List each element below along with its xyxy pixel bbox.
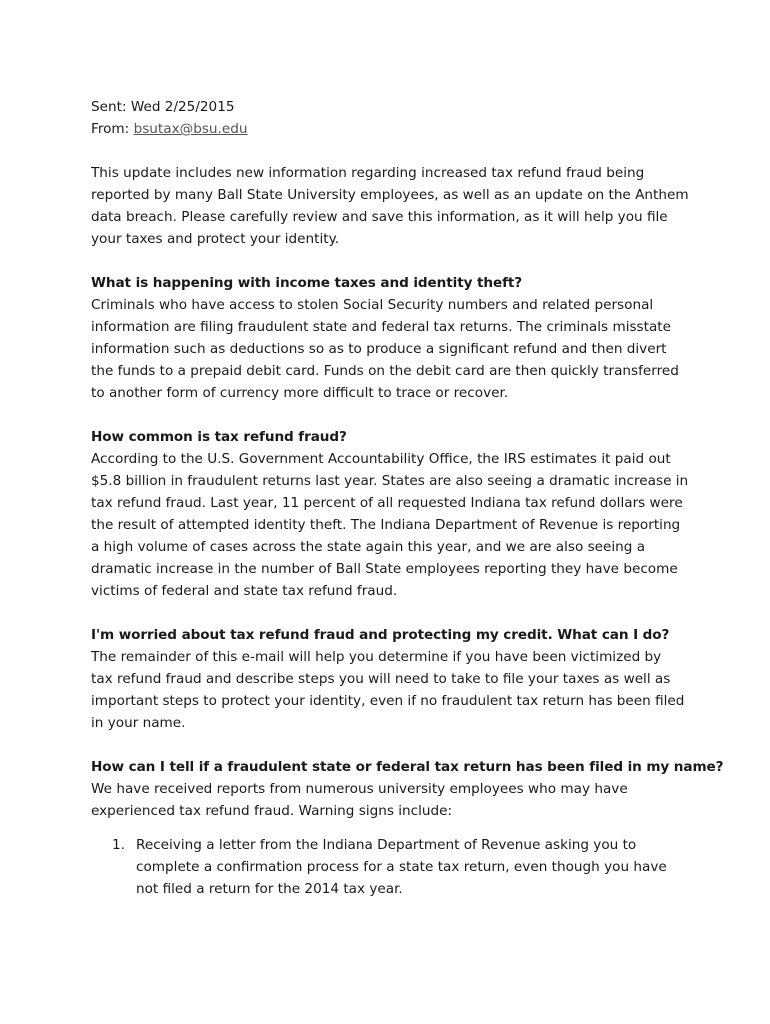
from-label: From: (91, 121, 134, 137)
spacer (91, 602, 691, 624)
section-line: $5.8 billion in fraudulent returns last year. States are also seeing a dramatic increase in (91, 473, 689, 489)
section-line: According to the U.S. Government Accountability Office, the IRS estimates it paid out (91, 451, 671, 467)
section-what-can-i-do (91, 624, 691, 734)
section-how-to-tell (91, 756, 724, 822)
section-line: information are filing fraudulent state and federal tax returns. The criminals misstate (91, 319, 671, 335)
intro-line: data breach. Please carefully review and save this information, as it will help you file (91, 209, 668, 225)
section-line: in your name. (91, 715, 186, 731)
section-how-common (91, 426, 691, 602)
section-line: We have received reports from numerous university employees who may have (91, 781, 628, 797)
sent-label: Sent: (91, 99, 131, 115)
section-line: victims of federal and state tax refund fraud. (91, 583, 398, 599)
section-line: Criminals who have access to stolen Social Security numbers and related personal (91, 297, 654, 313)
intro-line: This update includes new information regarding increased tax refund fraud being (91, 165, 645, 181)
section-line: information such as deductions so as to produce a significant refund and then divert (91, 341, 667, 357)
spacer (91, 140, 691, 162)
section-line: dramatic increase in the number of Ball State employees reporting they have become (91, 561, 678, 577)
section-line: experienced tax refund fraud. Warning signs include: (91, 803, 453, 819)
section-heading: I'm worried about tax refund fraud and protecting my credit. What can I do? (91, 627, 670, 643)
section-line: tax refund fraud and describe steps you will need to take to file your taxes as well as (91, 671, 671, 687)
list-item-line: not filed a return for the 2014 tax year. (136, 881, 403, 897)
spacer (91, 822, 691, 834)
section-line: the result of attempted identity theft. The Indiana Department of Revenue is reporting (91, 517, 681, 533)
from-email-link[interactable]: bsutax@bsu.edu (133, 121, 248, 137)
section-heading: What is happening with income taxes and identity theft? (91, 275, 523, 291)
section-heading: How common is tax refund fraud? (91, 429, 347, 445)
section-heading: How can I tell if a fraudulent state or federal tax return has been filed in my name? (91, 759, 724, 775)
list-item (91, 834, 691, 900)
spacer (91, 250, 691, 272)
list-item-line: Receiving a letter from the Indiana Department of Revenue asking you to (136, 837, 637, 853)
list-item-number: 1. (112, 837, 125, 853)
warning-signs-list (91, 834, 691, 900)
section-line: a high volume of cases across the state again this year, and we are also seeing a (91, 539, 646, 555)
list-item-line: complete a confirmation process for a state tax return, even though you have (136, 859, 667, 875)
intro-line: your taxes and protect your identity. (91, 231, 340, 247)
sent-value: Wed 2/25/2015 (130, 99, 235, 115)
section-line: tax refund fraud. Last year, 11 percent of all requested Indiana tax refund dollars were (91, 495, 683, 511)
intro-line: reported by many Ball State University employees, as well as an update on the Anthem (91, 187, 689, 203)
spacer (91, 404, 691, 426)
section-line: to another form of currency more difficult to trace or recover. (91, 385, 509, 401)
from-line (91, 118, 691, 140)
sent-line (91, 96, 691, 118)
section-identity-theft (91, 272, 691, 404)
email-document (91, 96, 724, 900)
section-line: important steps to protect your identity, even if no fraudulent tax return has been filed (91, 693, 685, 709)
section-line: the funds to a prepaid debit card. Funds on the debit card are then quickly transferred (91, 363, 679, 379)
spacer (91, 734, 691, 756)
section-line: The remainder of this e-mail will help you determine if you have been victimized by (91, 649, 662, 665)
intro-paragraph (91, 162, 691, 250)
